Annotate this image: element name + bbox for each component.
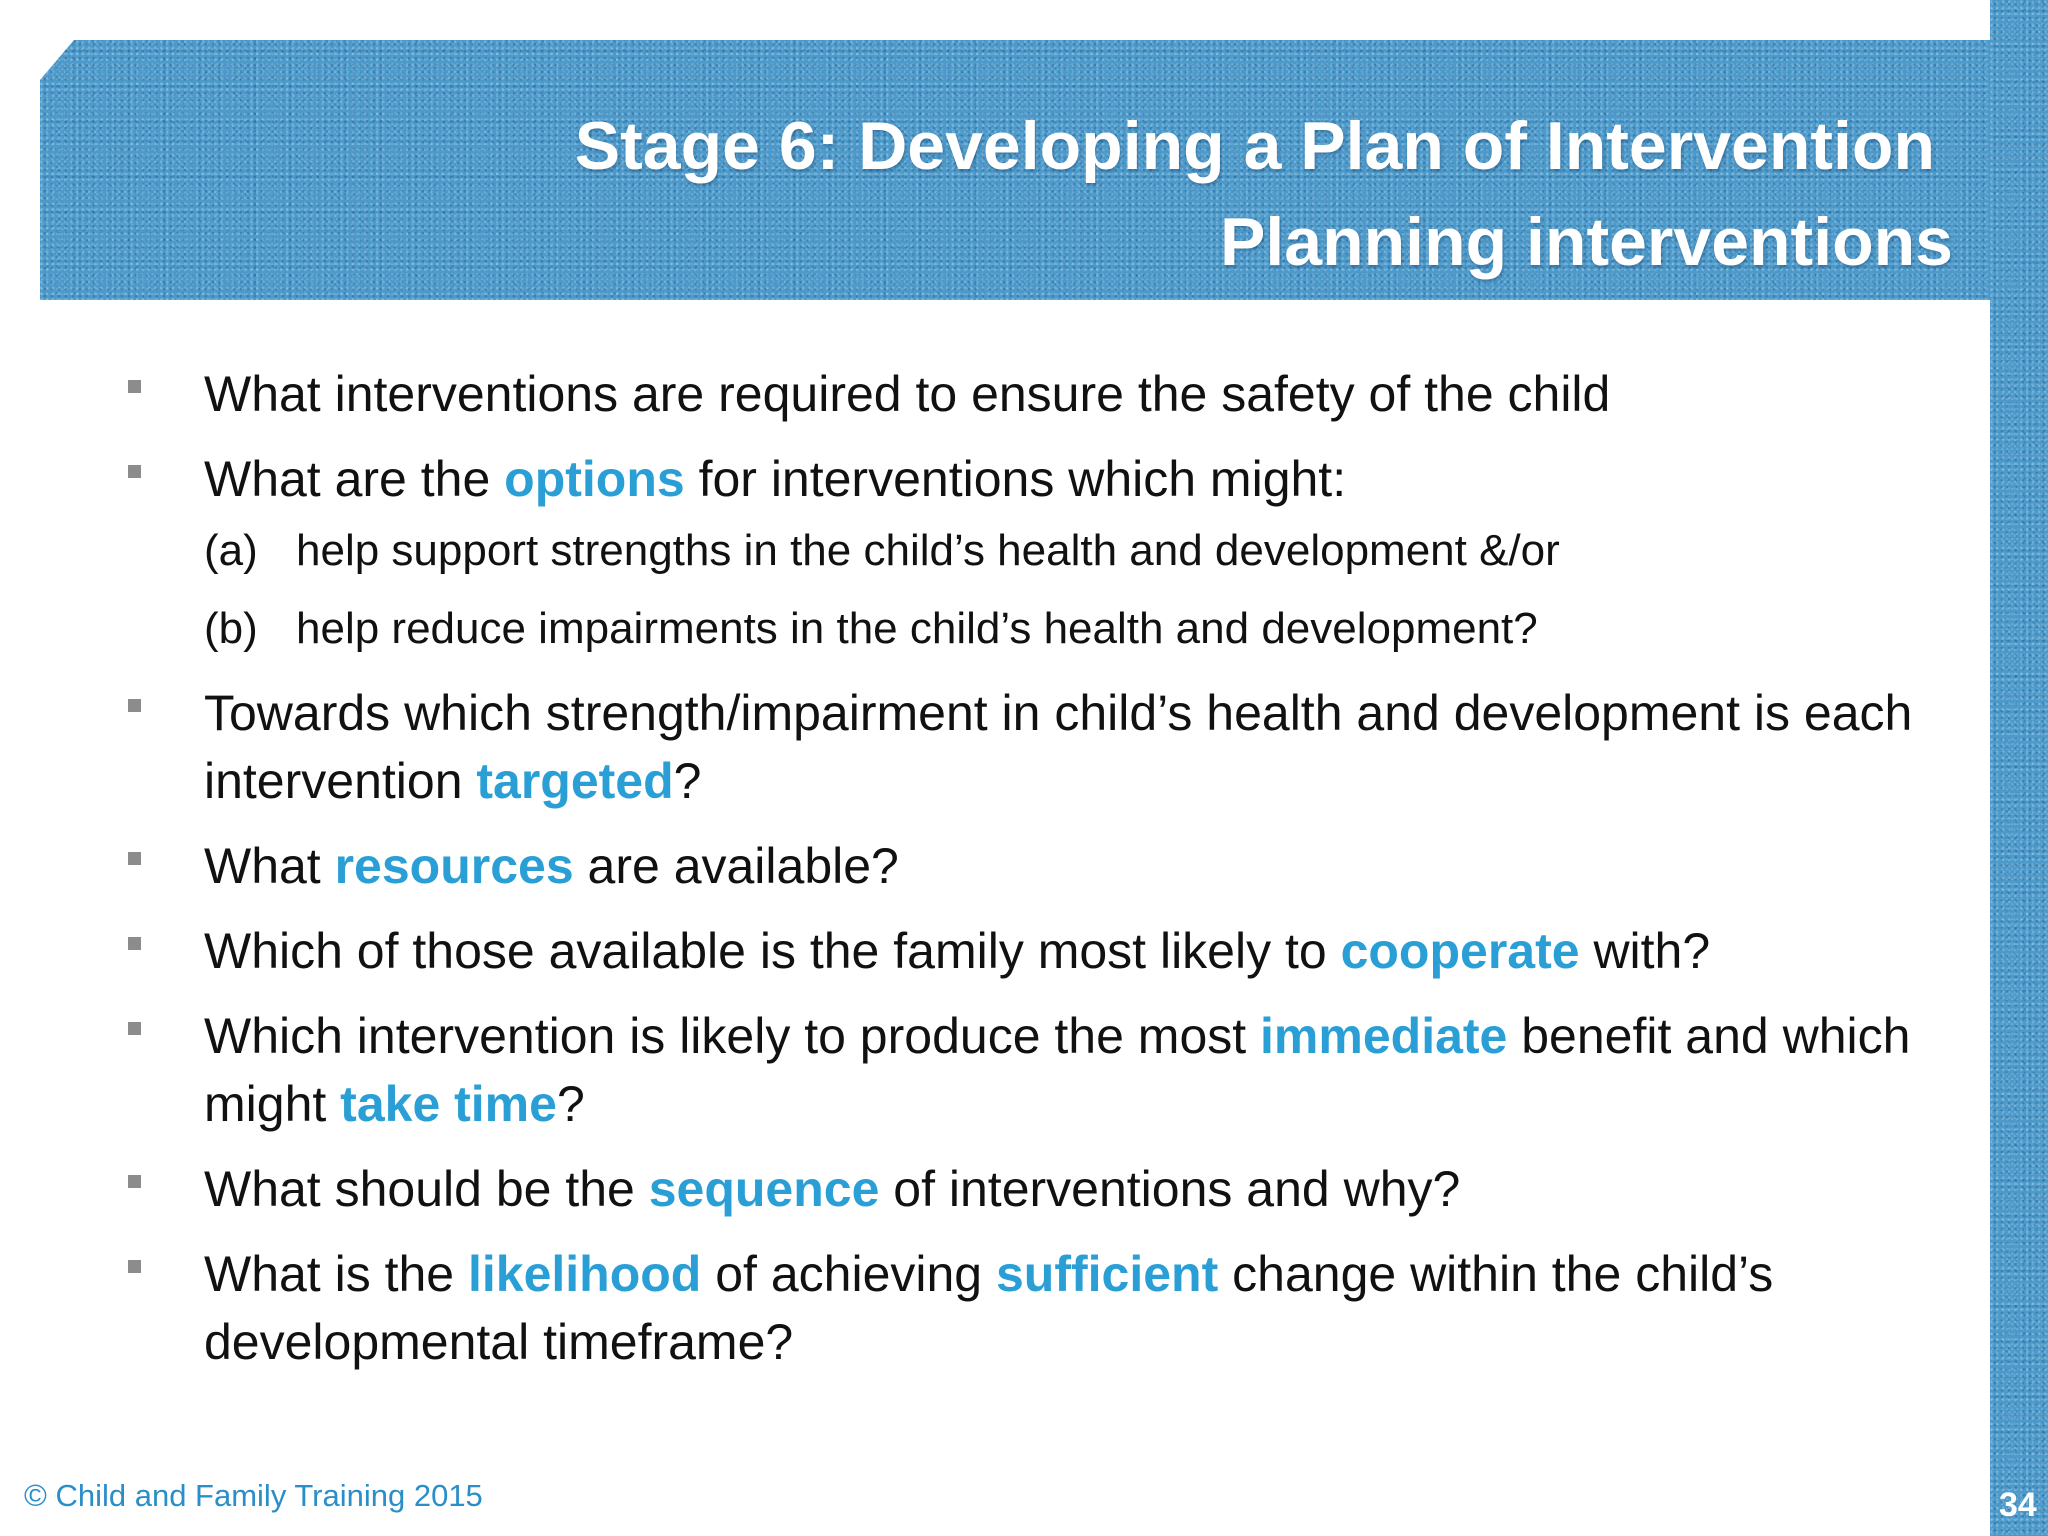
highlight-term: take time (340, 1076, 557, 1132)
highlight-term: sufficient (996, 1246, 1219, 1302)
sub-item (0, 601, 1960, 657)
page-number: 34 (1999, 1486, 2037, 1524)
bullet-item: Towards which strength/impairment in child’s health and development is each intervention targeted? (0, 679, 1924, 815)
title-line-2: Planning interventions (1220, 204, 1953, 280)
highlight-term: targeted (476, 753, 674, 809)
sub-item-letter: (b) (204, 604, 258, 653)
square-bullet-icon (128, 1175, 141, 1188)
bullet-item: Which of those available is the family most likely to cooperate with? (0, 917, 1924, 985)
bullet-item: What should be the sequence of interventions and why? (0, 1155, 1924, 1223)
highlight-term: sequence (648, 1161, 880, 1217)
square-bullet-icon (128, 852, 141, 865)
square-bullet-icon (128, 1260, 141, 1273)
square-bullet-icon (128, 1022, 141, 1035)
title-line-1: Stage 6: Developing a Plan of Intervention (574, 108, 1935, 184)
bullet-item: What interventions are required to ensure the safety of the child (0, 360, 1924, 428)
highlight-term: immediate (1260, 1008, 1508, 1064)
bullet-item: What resources are available? (0, 832, 1924, 900)
highlight-term: resources (334, 838, 574, 894)
square-bullet-icon (128, 699, 141, 712)
slide-title (353, 98, 1953, 290)
square-bullet-icon (128, 937, 141, 950)
bullet-item: Which intervention is likely to produce the most immediate benefit and which might take time? (0, 1002, 1924, 1138)
copyright-footer: © Child and Family Training 2015 (24, 1478, 483, 1513)
sub-item (0, 523, 1960, 579)
sub-item-text: help support strengths in the child’s health and development &/or (296, 526, 1560, 575)
highlight-term: options (504, 451, 685, 507)
sub-item-letter: (a) (204, 526, 258, 575)
right-decorative-strip (1990, 0, 2048, 1536)
highlight-term: likelihood (468, 1246, 702, 1302)
bullet-list (0, 360, 1960, 1393)
sub-item-text: help reduce impairments in the child’s health and development? (296, 604, 1538, 653)
bullet-item: What are the options for interventions which might: (0, 445, 1924, 513)
highlight-term: cooperate (1340, 923, 1580, 979)
square-bullet-icon (128, 380, 141, 393)
square-bullet-icon (128, 465, 141, 478)
bullet-item: What is the likelihood of achieving sufficient change within the child’s developmental timeframe? (0, 1240, 1924, 1376)
